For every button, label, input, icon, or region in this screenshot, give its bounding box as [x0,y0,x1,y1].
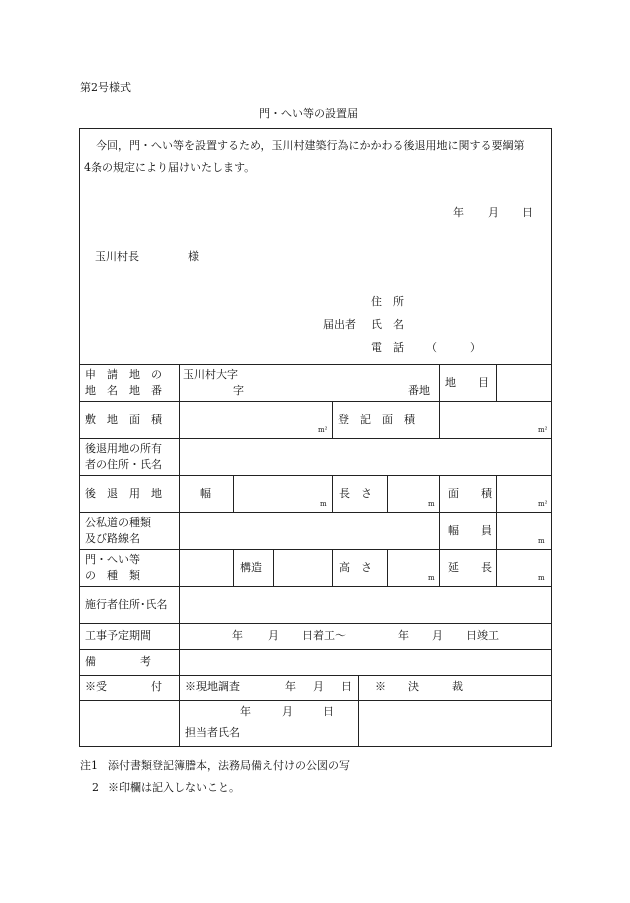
gate-height-label: 高 さ [339,561,372,574]
schedule-end-year: 年 [398,629,409,642]
survey-year: 年 [285,680,296,693]
site-lot-label-1: 申 請 地 の [85,368,162,381]
site-area-unit: m² [318,426,328,434]
addressee-honorific: 様 [188,250,199,263]
phone-label: 電 話 [371,341,404,354]
road-width-label: 幅 員 [448,524,492,537]
name-label: 氏 名 [371,318,404,331]
person-in-charge-label: 担当者氏名 [185,726,240,739]
site-lot-banchi: 番地 [408,384,430,397]
gate-label-1: 門・へい等 [85,553,140,566]
gate-label-2: の 種 類 [85,569,140,582]
road-label-1: 公私道の種類 [85,516,151,529]
owner-label-1: 後退用地の所有 [85,442,162,455]
site-area-label: 敷 地 面 積 [85,413,162,426]
site-lot-aza: 字 [233,384,244,397]
date-month: 月 [488,206,499,219]
schedule-end-day: 日竣工 [466,629,499,642]
gate-structure-label: 構造 [240,561,262,574]
chimoku-label: 地 目 [445,376,489,389]
receipt-date-month: 月 [282,705,293,718]
registered-area-label: 登 記 面 積 [338,413,415,426]
addressee-name: 玉川村長 [95,250,139,263]
contractor-label: 施行者住所･氏名 [85,598,168,611]
phone-paren: （ ） [426,341,481,354]
address-label: 住 所 [371,295,404,308]
road-label-2: 及び路線名 [85,532,140,545]
setback-length-label: 長 さ [339,487,372,500]
setback-area-unit: m² [538,500,548,508]
notifier-label: 届出者 [323,318,356,331]
setback-width-unit: m [320,500,327,508]
schedule-start-year: 年 [232,629,243,642]
receipt-date-year: 年 [240,705,251,718]
schedule-label: 工事予定期間 [85,629,151,642]
setback-label: 後 退 用 地 [85,487,162,500]
remarks-label: 備 考 [85,655,151,668]
date-day: 日 [522,206,533,219]
gate-height-unit: m [428,574,435,582]
setback-width-label: 幅 [200,487,211,500]
form-title: 門・へい等の設置届 [259,107,358,120]
date-year: 年 [453,206,464,219]
registered-area-unit: m² [538,426,548,434]
note-2-number: 2 [92,781,99,794]
road-width-unit: m [538,537,545,545]
intro-line-1: 今回，門・へい等を設置するため，玉川村建築行為にかかわる後退用地に関する要綱第 [96,139,525,152]
site-lot-label-2: 地 名 地 番 [85,384,162,397]
survey-label: ※現地調査 [185,680,240,693]
setback-length-unit: m [428,500,435,508]
form-number: 第2号様式 [80,81,131,94]
note-1-number: 注1 [80,759,98,772]
note-2-text: ※印欄は記入しないこと。 [108,781,240,794]
receipt-date-day: 日 [323,705,334,718]
note-1-text: 添付書類登記簿謄本，法務局備え付けの公図の写 [108,759,350,772]
setback-area-label: 面 積 [448,487,492,500]
schedule-start-day: 日着工〜 [302,629,346,642]
owner-label-2: 者の住所・氏名 [85,458,162,471]
gate-extension-label: 延 長 [448,561,492,574]
gate-extension-unit: m [538,574,545,582]
schedule-end-month: 月 [432,629,443,642]
survey-month: 月 [313,680,324,693]
survey-day: 日 [341,680,352,693]
decision-label: ※ 決 裁 [375,680,463,693]
receipt-label: ※受 付 [85,680,162,693]
site-lot-prefix: 玉川村大字 [183,368,238,381]
schedule-start-month: 月 [268,629,279,642]
intro-line-2: 4条の規定により届けいたします。 [84,161,256,174]
